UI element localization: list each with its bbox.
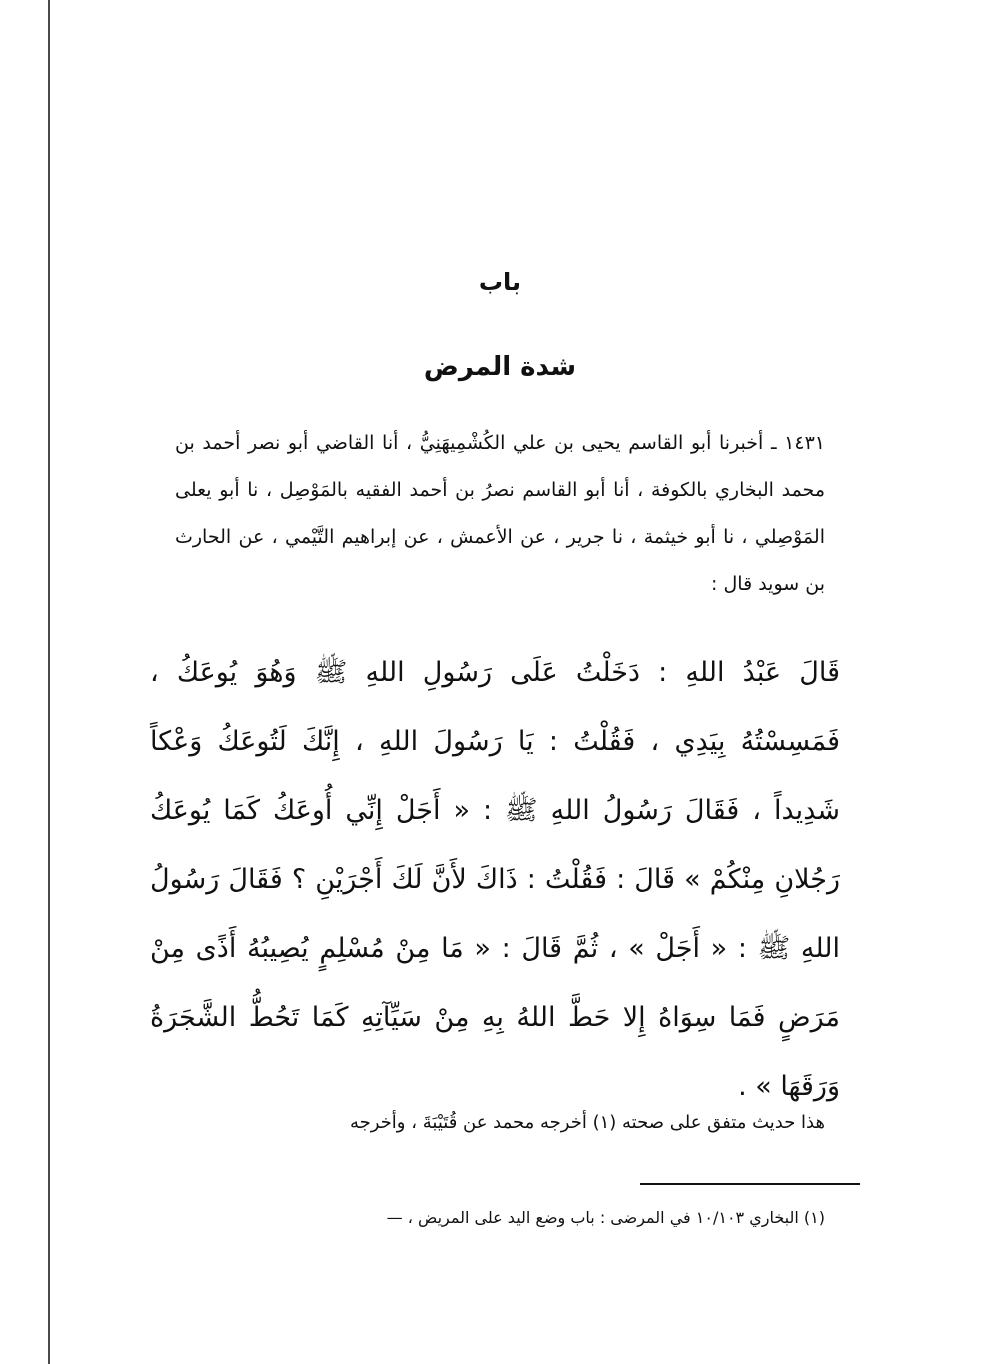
footnote-divider [640, 1183, 860, 1185]
isnad-paragraph [175, 420, 825, 608]
chapter-title: باب [478, 268, 522, 296]
page-margin-line [48, 0, 50, 1364]
hadith-paragraph [150, 638, 840, 1121]
chapter-subtitle: شدة المرض [423, 352, 577, 382]
isnad-text: ١٤٣١ ـ أخبرنا أبو القاسم يحيى بن علي الكُشْمِيهَنِيُّ ، أنا القاضي أبو نصر أحمد بن محمد البخاري بالكوفة ، أنا أبو القاسم نصرُ بن أحمد الفقيه بالمَوْصِل ، نا أبو يعلى المَوْصِلي ، نا أبو خيثمة ، نا جرير ، عن الأعمش ، عن إبراهيم التَّيْمي ، عن الحارث بن سويد قال : [175, 432, 825, 595]
footnote: (١) البخاري ١٠/١٠٣ في المرضى : باب وضع اليد على المريض ، — [386, 1208, 825, 1227]
commentary-paragraph: هذا حديث متفق على صحته (١) أخرجه محمد عن قُتَيْبَةَ ، وأخرجه [349, 1112, 825, 1133]
hadith-text: قَالَ عَبْدُ اللهِ : دَخَلْتُ عَلَى رَسُولِ اللهِ ﷺ وَهُوَ يُوعَكُ ، فَمَسِسْتُهُ بِيَدِي ، فَقُلْتُ : يَا رَسُولَ اللهِ ، إِنَّكَ لَتُوعَكُ وَعْكاً شَدِيداً ، فَقَالَ رَسُولُ اللهِ ﷺ : « أَجَلْ إِنِّي أُوعَكُ كَمَا يُوعَكُ رَجُلانِ مِنْكُمْ » قَالَ : فَقُلْتُ : ذَاكَ لأَنَّ لَكَ أَجْرَيْنِ ؟ فَقَالَ رَسُولُ اللهِ ﷺ : « أَجَلْ » ، ثُمَّ قَالَ : « مَا مِنْ مُسْلِمٍ يُصِيبُهُ أَذًى مِنْ مَرَضٍ فَمَا سِوَاهُ إِلا حَطَّ اللهُ بِهِ مِنْ سَيِّآتِهِ كَمَا تَحُطُّ الشَّجَرَةُ وَرَقَهَا » . [150, 657, 840, 1102]
